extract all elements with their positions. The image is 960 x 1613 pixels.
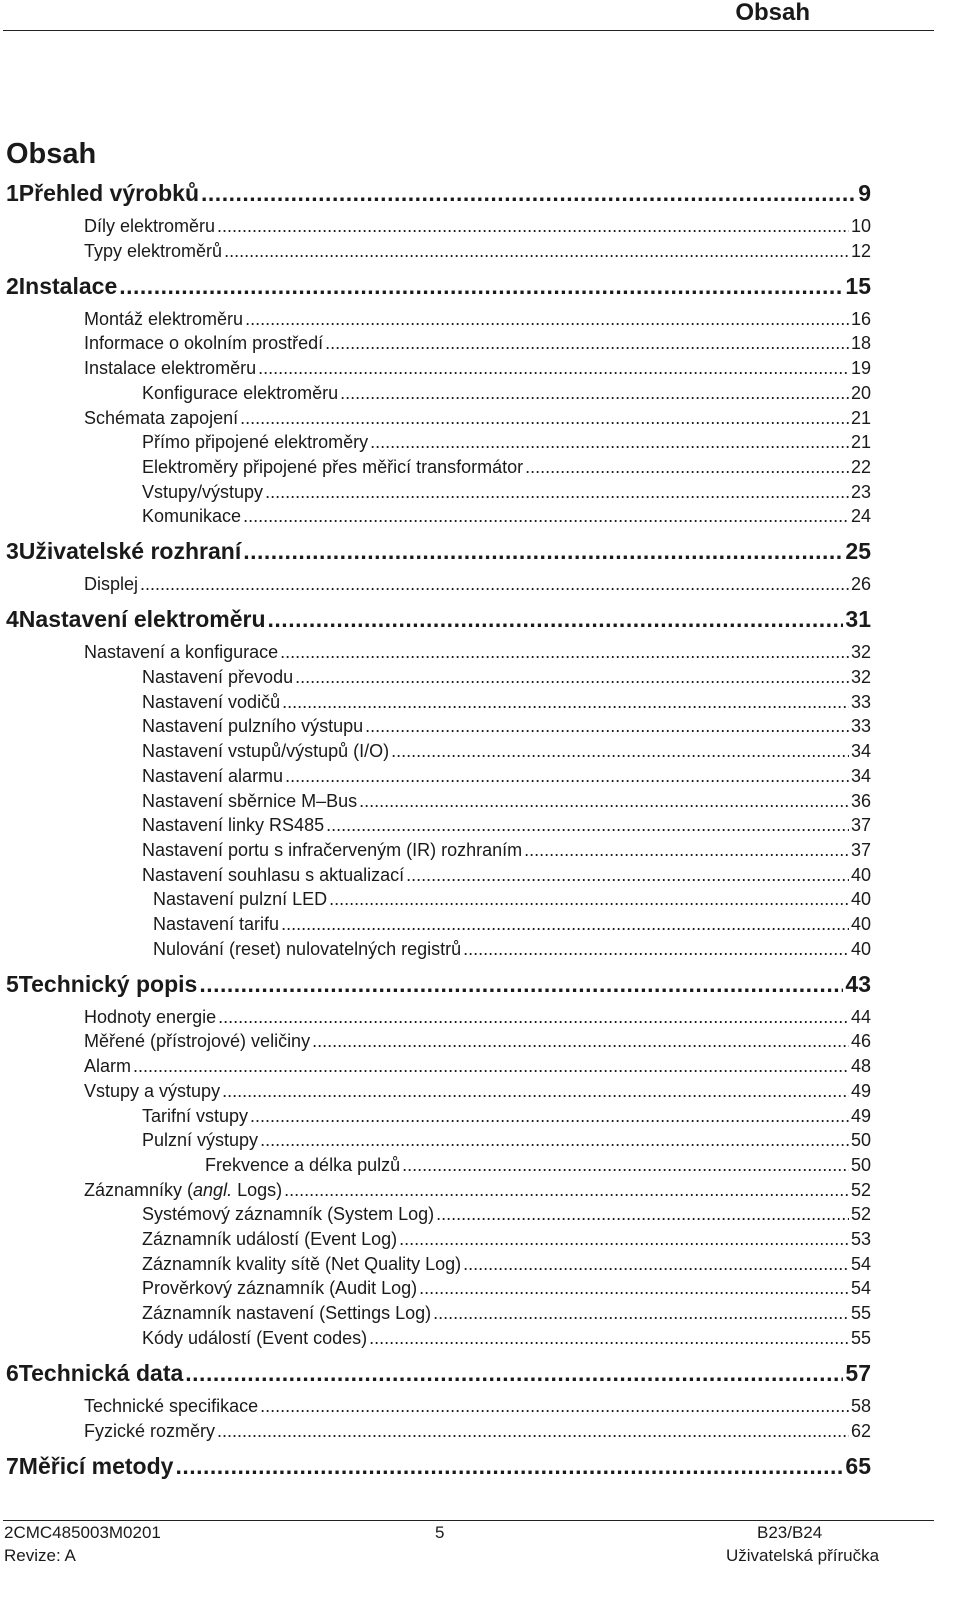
toc-page-number: 23 [850,481,871,502]
toc-title-part: Záznamníky ( [84,1179,194,1200]
toc-chapter[interactable] [0,180,871,210]
toc-entry[interactable] [0,1056,871,1080]
toc-leader-dots [340,383,849,404]
toc-page-number: 33 [850,691,871,712]
toc-title-italic: angl. [193,1179,233,1200]
toc-title: Alarm [84,1056,132,1077]
toc-title: Elektroměry připojené přes měřicí transformátor [142,456,524,477]
toc-page-number: 49 [850,1080,871,1101]
toc-leader-dots [295,667,849,688]
toc-title: Schémata zapojení [84,407,239,428]
toc-leader-dots [224,241,849,262]
toc-leader-dots [326,815,849,836]
toc-chapter-number: 5 [6,970,19,997]
toc-entry[interactable] [0,432,871,456]
toc-title: Nastavení linky RS485 [142,815,325,836]
toc-leader-dots [370,432,849,453]
toc-page-number: 22 [850,456,871,477]
toc-page-number: 19 [850,358,871,379]
toc-leader-dots [391,741,849,762]
header-title: Obsah [735,0,810,26]
toc-title: Instalace [18,272,118,299]
toc-page-number: 54 [850,1278,871,1299]
toc-title: Nastavení alarmu [142,765,284,786]
toc-page-number: 58 [850,1395,871,1416]
toc-page-number: 37 [850,815,871,836]
toc-page-number: 31 [845,606,871,633]
toc-chapter[interactable] [0,606,871,636]
toc-entry[interactable] [0,457,871,481]
toc-page-number: 21 [850,407,871,428]
toc-title: Přímo připojené elektroměry [142,432,369,453]
toc-entry[interactable] [0,1130,871,1154]
toc-page-number: 33 [850,716,871,737]
toc-chapter[interactable] [0,538,871,568]
toc-chapter[interactable] [0,971,871,1001]
toc-title: Konfigurace elektroměru [142,382,339,403]
toc-leader-dots [243,538,843,565]
toc-leader-dots [218,1007,849,1028]
footer-manual: Uživatelská příručka [726,1546,880,1565]
header-divider [3,30,934,31]
toc-leader-dots [433,1303,849,1324]
toc-page-number: 40 [850,914,871,934]
toc-leader-dots [359,791,849,812]
toc-entry[interactable] [0,1106,871,1130]
toc-chapter-number: 2 [6,272,19,299]
toc-page-number: 16 [850,308,871,329]
toc-page-number: 46 [850,1031,871,1052]
toc-title: Montáž elektroměru [84,308,244,329]
toc-entry[interactable] [0,506,871,530]
toc-entry[interactable] [0,216,871,240]
toc-title: Nastavení vodičů [142,691,281,712]
toc-entry[interactable] [0,1254,871,1278]
toc-title: Komunikace [142,506,242,527]
toc-page-number: 40 [850,864,871,885]
toc-page-number: 9 [858,180,871,206]
toc-entry[interactable] [0,1328,871,1352]
toc-leader-dots [240,408,849,429]
toc-title: Prověrkový záznamník (Audit Log) [142,1278,418,1299]
toc-title: Nastavení tarifu [153,914,280,934]
toc-leader-dots [402,1155,849,1176]
toc-page-number: 49 [850,1105,871,1126]
toc-page-number: 37 [850,839,871,860]
toc-leader-dots [282,692,849,713]
toc-page-number: 50 [850,1154,871,1175]
toc-page-number: 55 [850,1303,871,1324]
toc-title: Nastavení převodu [142,667,294,687]
toc-leader-dots [281,914,849,935]
toc-leader-dots [260,1396,849,1417]
toc-entry[interactable] [0,1229,871,1253]
toc-page-number: 57 [845,1359,871,1386]
toc-entry[interactable] [0,333,871,357]
toc-entry[interactable] [0,383,871,407]
toc-leader-dots [250,1106,849,1127]
toc-leader-dots [260,1130,849,1151]
toc-page-number: 43 [845,970,871,997]
toc-page-number: 65 [845,1452,871,1479]
toc-title: Kódy událostí (Event codes) [142,1327,368,1348]
toc-leader-dots [201,180,856,207]
toc-entry[interactable] [0,1007,871,1031]
toc-title: Nastavení portu s infračerveným (IR) rozhraním [142,839,523,860]
toc-page-number: 12 [850,240,871,261]
toc-title-part: Logs) [232,1179,283,1200]
toc-leader-dots [217,216,849,237]
toc-leader-dots [463,1254,849,1275]
toc-page-number: 44 [850,1006,871,1027]
toc-title: Vstupy/výstupy [142,481,264,502]
toc-title: Uživatelské rozhraní [18,538,242,565]
toc-title: Pulzní výstupy [142,1130,259,1151]
toc-title: Nastavení pulzního výstupu [142,716,364,737]
toc-entry[interactable] [0,1303,871,1327]
toc-title: Nulování (reset) nulovatelných registrů [153,938,462,959]
toc-entry[interactable] [0,1180,871,1204]
toc-leader-dots [436,1204,849,1225]
toc-entry[interactable] [0,1278,871,1302]
toc-leader-dots [243,506,849,527]
toc-leader-dots [525,457,849,478]
toc-entry[interactable] [0,692,871,716]
footer-divider [3,1520,934,1521]
toc-entry[interactable] [0,309,871,333]
toc-entry[interactable] [0,1081,871,1105]
toc-chapter-number: 4 [6,606,19,633]
toc-leader-dots [119,273,843,300]
toc-page-number: 15 [845,272,871,299]
toc-entry[interactable] [0,642,871,666]
toc-entry[interactable] [0,241,871,265]
toc-title: Technická data [18,1359,184,1386]
footer-doc-id: 2CMC485003M0201 [4,1523,161,1542]
toc-entry[interactable] [0,840,871,864]
toc-page-number: 24 [850,506,871,527]
toc-title: Nastavení vstupů/výstupů (I/O) [142,741,390,762]
toc-entry[interactable] [0,1421,871,1445]
toc-title: Měřicí metody [18,1452,174,1479]
toc-page-number: 50 [850,1130,871,1151]
toc-page-number: 52 [850,1204,871,1225]
toc-entry[interactable] [0,1031,871,1055]
toc-leader-dots [185,1360,843,1387]
toc-title: Technické specifikace [84,1395,259,1416]
toc-entry[interactable] [0,741,871,765]
toc-title: Frekvence a délka pulzů [205,1154,401,1175]
toc-leader-dots [365,716,849,737]
toc-page-number: 62 [850,1420,871,1441]
toc-leader-dots [268,606,844,633]
toc-page-number: 21 [850,432,871,453]
toc-page-number: 54 [850,1253,871,1274]
toc-leader-dots [463,939,849,960]
toc-leader-dots [133,1056,849,1077]
toc-entry[interactable] [0,914,871,938]
toc-entry[interactable] [0,1396,871,1420]
toc-entry[interactable] [0,1155,871,1179]
toc-title: Záznamník událostí (Event Log) [142,1229,398,1249]
toc-title: Nastavení a konfigurace [84,642,279,663]
toc-title: Přehled výrobků [18,180,200,206]
toc-entry[interactable] [0,574,871,598]
toc-chapter-number: 3 [6,538,19,565]
toc-leader-dots [280,642,849,663]
toc-entry[interactable] [0,358,871,382]
toc-title: Nastavení pulzní LED [153,889,328,910]
toc-page-number: 32 [850,667,871,687]
toc-entry[interactable] [0,667,871,691]
page-heading: Obsah [6,138,97,170]
toc-title: Nastavení elektroměru [18,606,266,633]
toc-title: Technický popis [18,970,198,997]
toc-page-number: 48 [850,1056,871,1077]
toc-leader-dots [369,1328,849,1349]
toc-page-number: 25 [845,538,871,565]
toc-leader-dots [265,482,849,503]
toc-entry[interactable] [0,482,871,506]
toc-leader-dots [222,1081,849,1102]
footer-page-number: 5 [435,1523,445,1542]
toc-entry[interactable] [0,716,871,740]
toc-leader-dots [175,1453,843,1480]
toc-entry[interactable] [0,408,871,432]
toc-title: Hodnoty energie [84,1006,217,1027]
toc-leader-dots [524,840,849,861]
toc-title: Záznamník nastavení (Settings Log) [142,1303,432,1324]
toc-title: Instalace elektroměru [84,358,257,379]
toc-entry[interactable] [0,766,871,790]
toc-title: Informace o okolním prostředí [84,333,324,354]
toc-page-number: 34 [850,765,871,786]
toc-leader-dots [419,1278,849,1299]
toc-entry[interactable] [0,889,871,913]
toc-title: Díly elektroměru [84,216,216,236]
toc-page-number: 55 [850,1327,871,1348]
toc-leader-dots [245,309,849,330]
toc-entry[interactable] [0,815,871,839]
toc-chapter-number: 6 [6,1359,19,1386]
toc-chapter[interactable] [0,1453,871,1483]
toc-title: Vstupy a výstupy [84,1080,221,1101]
toc-title [84,1180,282,1201]
toc-leader-dots [217,1421,849,1442]
toc-title: Typy elektroměrů [84,240,223,261]
toc-page-number: 53 [850,1229,871,1249]
toc-title: Nastavení souhlasu s aktualizací [142,864,405,885]
toc-leader-dots [406,865,849,886]
toc-leader-dots [399,1229,849,1250]
toc-title: Displej [84,574,139,595]
toc-page-number: 36 [850,790,871,811]
toc-page-number: 10 [850,216,871,236]
toc-page-number: 40 [850,938,871,959]
toc-leader-dots [329,889,849,910]
toc-leader-dots [325,333,849,354]
toc-entry[interactable] [0,939,871,963]
toc-leader-dots [199,971,843,998]
toc-page-number: 52 [850,1179,871,1200]
toc-chapter[interactable] [0,273,871,303]
toc-entry[interactable] [0,1204,871,1228]
toc-page-number: 34 [850,741,871,762]
toc-chapter[interactable] [0,1360,871,1390]
toc-page-number: 26 [850,574,871,595]
toc-leader-dots [285,766,849,787]
toc-leader-dots [258,358,849,379]
toc-title: Měřené (přístrojové) veličiny [84,1031,311,1052]
footer-product: B23/B24 [757,1523,823,1542]
toc-title: Nastavení sběrnice M–Bus [142,790,358,811]
toc-page-number: 20 [850,382,871,403]
footer-revision: Revize: A [4,1546,76,1565]
toc-leader-dots [140,574,849,595]
toc-title: Záznamník kvality sítě (Net Quality Log) [142,1253,462,1274]
toc-entry[interactable] [0,865,871,889]
toc-page-number: 32 [850,642,871,663]
toc-title: Fyzické rozměry [84,1420,216,1441]
toc-chapter-number: 1 [6,180,19,206]
toc-page-number: 40 [850,889,871,910]
toc-page-number: 18 [850,333,871,354]
toc-title: Tarifní vstupy [142,1105,249,1126]
toc-chapter-number: 7 [6,1452,19,1479]
toc-title: Systémový záznamník (System Log) [142,1204,435,1225]
toc-entry[interactable] [0,791,871,815]
toc-leader-dots [284,1180,849,1201]
toc-leader-dots [312,1031,849,1052]
